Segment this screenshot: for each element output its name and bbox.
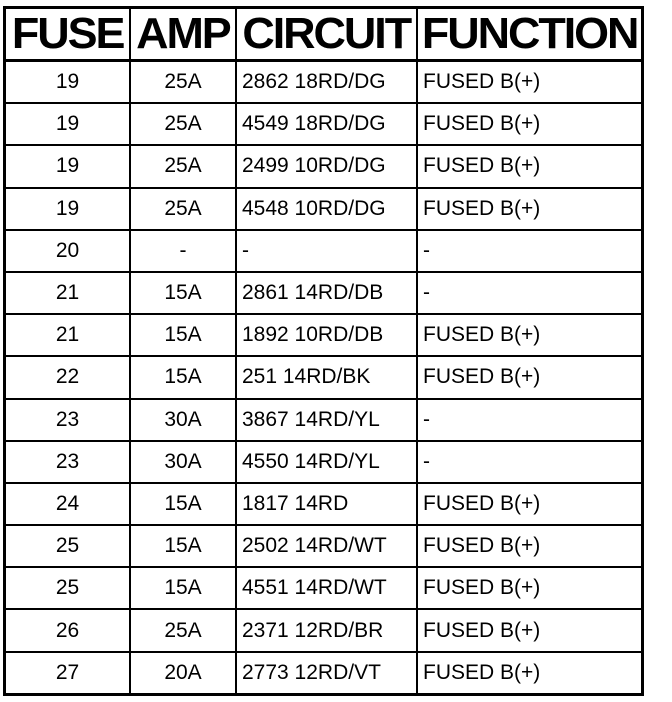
function-cell: FUSED B(+) bbox=[417, 356, 641, 398]
circuit-cell: 2862 18RD/DG bbox=[236, 61, 417, 104]
amp-cell: 25A bbox=[130, 188, 236, 230]
header-circuit bbox=[236, 9, 417, 61]
circuit-cell: 2861 14RD/DB bbox=[236, 272, 417, 314]
amp-cell: 25A bbox=[130, 103, 236, 145]
circuit-cell: 251 14RD/BK bbox=[236, 356, 417, 398]
fuse-cell: 19 bbox=[6, 61, 130, 104]
function-cell: FUSED B(+) bbox=[417, 483, 641, 525]
circuit-cell: 2499 10RD/DG bbox=[236, 145, 417, 187]
amp-cell: - bbox=[130, 230, 236, 272]
header-circuit-label: CIRCUIT bbox=[242, 9, 411, 58]
amp-cell: 30A bbox=[130, 399, 236, 441]
function-cell: - bbox=[417, 230, 641, 272]
header-function bbox=[417, 9, 641, 61]
fuse-cell: 21 bbox=[6, 314, 130, 356]
circuit-cell: 2371 12RD/BR bbox=[236, 609, 417, 651]
fuse-cell: 26 bbox=[6, 609, 130, 651]
function-cell: FUSED B(+) bbox=[417, 609, 641, 651]
fuse-cell: 23 bbox=[6, 441, 130, 483]
table-row bbox=[6, 567, 641, 609]
fuse-cell: 19 bbox=[6, 103, 130, 145]
amp-cell: 25A bbox=[130, 609, 236, 651]
header-function-label: FUNCTION bbox=[421, 9, 638, 58]
fuse-cell: 22 bbox=[6, 356, 130, 398]
fuse-cell: 24 bbox=[6, 483, 130, 525]
circuit-cell: - bbox=[236, 230, 417, 272]
amp-cell: 15A bbox=[130, 483, 236, 525]
circuit-cell: 3867 14RD/YL bbox=[236, 399, 417, 441]
function-cell: FUSED B(+) bbox=[417, 567, 641, 609]
amp-cell: 15A bbox=[130, 272, 236, 314]
fuse-cell: 20 bbox=[6, 230, 130, 272]
table-row bbox=[6, 356, 641, 398]
circuit-cell: 1817 14RD bbox=[236, 483, 417, 525]
table-row bbox=[6, 399, 641, 441]
amp-cell: 15A bbox=[130, 356, 236, 398]
fuse-cell: 27 bbox=[6, 652, 130, 693]
fuse-cell: 23 bbox=[6, 399, 130, 441]
table-row bbox=[6, 272, 641, 314]
amp-cell: 15A bbox=[130, 525, 236, 567]
amp-cell: 25A bbox=[130, 61, 236, 104]
fuse-cell: 19 bbox=[6, 188, 130, 230]
function-cell: - bbox=[417, 399, 641, 441]
table-row bbox=[6, 61, 641, 104]
table-body bbox=[6, 61, 641, 694]
amp-cell: 20A bbox=[130, 652, 236, 693]
function-cell: FUSED B(+) bbox=[417, 314, 641, 356]
function-cell: FUSED B(+) bbox=[423, 660, 541, 684]
table-row bbox=[6, 230, 641, 272]
amp-cell: 25A bbox=[130, 145, 236, 187]
table-row bbox=[6, 103, 641, 145]
table-row bbox=[6, 525, 641, 567]
function-cell: - bbox=[417, 441, 641, 483]
function-cell: - bbox=[417, 272, 641, 314]
header-row bbox=[6, 9, 641, 61]
header-fuse bbox=[6, 9, 130, 61]
fuse-table bbox=[6, 9, 641, 693]
fuse-cell: 25 bbox=[6, 567, 130, 609]
fuse-cell: 21 bbox=[6, 272, 130, 314]
circuit-cell: 4550 14RD/YL bbox=[236, 441, 417, 483]
table-row bbox=[6, 145, 641, 187]
circuit-cell: 4551 14RD/WT bbox=[236, 567, 417, 609]
table-row bbox=[6, 188, 641, 230]
table-row bbox=[6, 609, 641, 651]
circuit-cell: 4548 10RD/DG bbox=[236, 188, 417, 230]
circuit-cell: 4549 18RD/DG bbox=[236, 103, 417, 145]
fuse-cell: 25 bbox=[6, 525, 130, 567]
circuit-cell: 1892 10RD/DB bbox=[236, 314, 417, 356]
function-cell: FUSED B(+) bbox=[417, 61, 641, 104]
function-cell: FUSED B(+) bbox=[417, 103, 641, 145]
function-cell: FUSED B(+) bbox=[417, 145, 641, 187]
function-cell: FUSED B(+) bbox=[417, 188, 641, 230]
header-amp-label: AMP bbox=[136, 9, 230, 58]
header-fuse-label: FUSE bbox=[11, 9, 124, 58]
amp-cell: 15A bbox=[130, 314, 236, 356]
table-row bbox=[6, 314, 641, 356]
circuit-cell: 2773 12RD/VT bbox=[236, 652, 417, 693]
table-row bbox=[6, 483, 641, 525]
table-row bbox=[6, 652, 641, 693]
amp-cell: 15A bbox=[130, 567, 236, 609]
amp-cell: 30A bbox=[130, 441, 236, 483]
circuit-cell: 2502 14RD/WT bbox=[236, 525, 417, 567]
header-amp bbox=[130, 9, 236, 61]
function-cell: FUSED B(+) bbox=[417, 525, 641, 567]
table-row bbox=[6, 441, 641, 483]
fuse-cell: 19 bbox=[6, 145, 130, 187]
fuse-table-frame bbox=[3, 6, 644, 696]
